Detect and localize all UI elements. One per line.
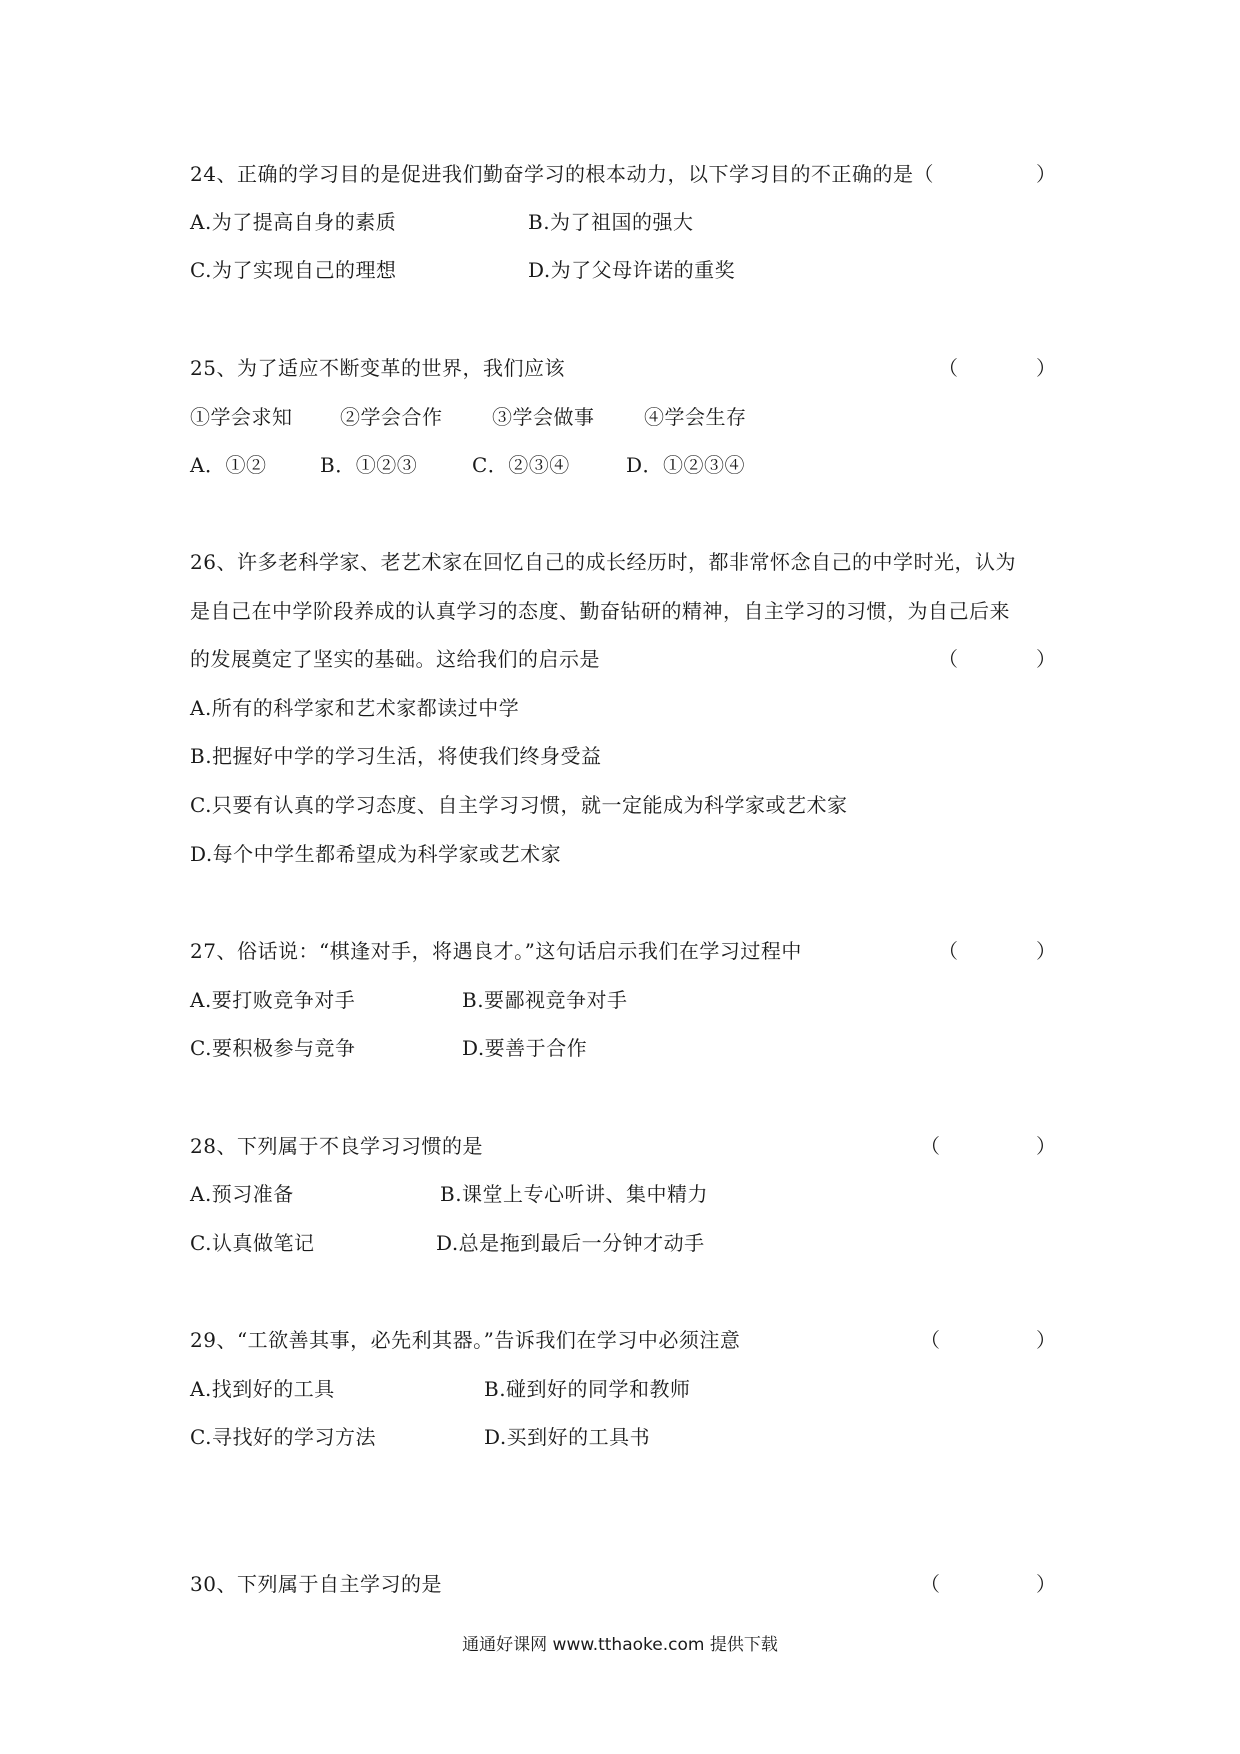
question-25-item-3: ③学会做事	[492, 405, 595, 429]
question-24-option-b: B.为了祖国的强大	[528, 210, 694, 234]
question-25-bracket-close: ）	[1036, 356, 1056, 380]
question-26-stem-line-1: 26、许多老科学家、老艺术家在回忆自己的成长经历时，都非常怀念自己的中学时光，认为	[190, 550, 1016, 574]
question-30-stem: 30、下列属于自主学习的是	[190, 1572, 442, 1596]
question-25-option-c: C．②③④	[472, 453, 570, 477]
question-27-stem: 27、俗话说：“棋逢对手，将遇良才。”这句话启示我们在学习过程中	[190, 939, 802, 963]
question-29-bracket-close: ）	[1036, 1328, 1056, 1352]
question-26-option-b: B.把握好中学的学习生活，将使我们终身受益	[190, 744, 602, 768]
question-25-option-a: A．①②	[190, 453, 267, 477]
question-26-option-a: A.所有的科学家和艺术家都读过中学	[190, 696, 520, 720]
question-26-option-d: D.每个中学生都希望成为科学家或艺术家	[190, 842, 562, 866]
question-29-option-b: B.碰到好的同学和教师	[484, 1377, 691, 1401]
question-24-option-d: D.为了父母许诺的重奖	[528, 258, 736, 282]
question-27-option-c: C.要积极参与竞争	[190, 1036, 356, 1060]
question-27-option-a: A.要打败竞争对手	[190, 988, 356, 1012]
question-28-bracket-open: （	[920, 1134, 940, 1158]
question-28-stem: 28、下列属于不良学习习惯的是	[190, 1134, 483, 1158]
question-28-option-d: D.总是拖到最后一分钟才动手	[436, 1231, 705, 1255]
question-27-bracket-open: （	[938, 939, 958, 963]
question-24-bracket-close: ）	[1036, 162, 1056, 186]
question-30-bracket-close: ）	[1036, 1572, 1056, 1596]
question-26-bracket-open: （	[938, 647, 958, 671]
question-30-bracket-open: （	[920, 1572, 940, 1596]
question-25-item-2: ②学会合作	[340, 405, 443, 429]
question-24-stem: 24、正确的学习目的是促进我们勤奋学习的根本动力，以下学习目的不正确的是（	[190, 162, 934, 186]
question-27-option-b: B.要鄙视竞争对手	[462, 988, 628, 1012]
question-29-option-d: D.买到好的工具书	[484, 1425, 651, 1449]
question-26-stem-line-2: 是自己在中学阶段养成的认真学习的态度、勤奋钻研的精神，自主学习的习惯，为自己后来	[190, 599, 1010, 623]
question-25-item-4: ④学会生存	[644, 405, 747, 429]
question-24-option-a: A.为了提高自身的素质	[190, 210, 397, 234]
question-26-stem-line-3: 的发展奠定了坚实的基础。这给我们的启示是	[190, 647, 600, 671]
question-25-bracket-open: （	[938, 356, 958, 380]
question-25-stem: 25、为了适应不断变革的世界，我们应该	[190, 356, 565, 380]
question-29-option-a: A.找到好的工具	[190, 1377, 335, 1401]
question-26-option-c: C.只要有认真的学习态度、自主学习习惯，就一定能成为科学家或艺术家	[190, 793, 848, 817]
page-footer: 通通好课网 www.tthaoke.com 提供下载	[462, 1635, 778, 1655]
question-28-bracket-close: ）	[1036, 1134, 1056, 1158]
question-29-option-c: C.寻找好的学习方法	[190, 1425, 376, 1449]
question-27-bracket-close: ）	[1036, 939, 1056, 963]
question-28-option-a: A.预习准备	[190, 1182, 294, 1206]
question-28-option-c: C.认真做笔记	[190, 1231, 315, 1255]
question-25-option-b: B．①②③	[320, 453, 418, 477]
question-27-option-d: D.要善于合作	[462, 1036, 588, 1060]
question-29-bracket-open: （	[920, 1328, 940, 1352]
question-25-option-d: D．①②③④	[626, 453, 746, 477]
question-25-item-1: ①学会求知	[190, 405, 293, 429]
question-29-stem: 29、“工欲善其事，必先利其器。”告诉我们在学习中必须注意	[190, 1328, 741, 1352]
question-28-option-b: B.课堂上专心听讲、集中精力	[440, 1182, 709, 1206]
question-24-option-c: C.为了实现自己的理想	[190, 258, 397, 282]
question-26-bracket-close: ）	[1036, 647, 1056, 671]
